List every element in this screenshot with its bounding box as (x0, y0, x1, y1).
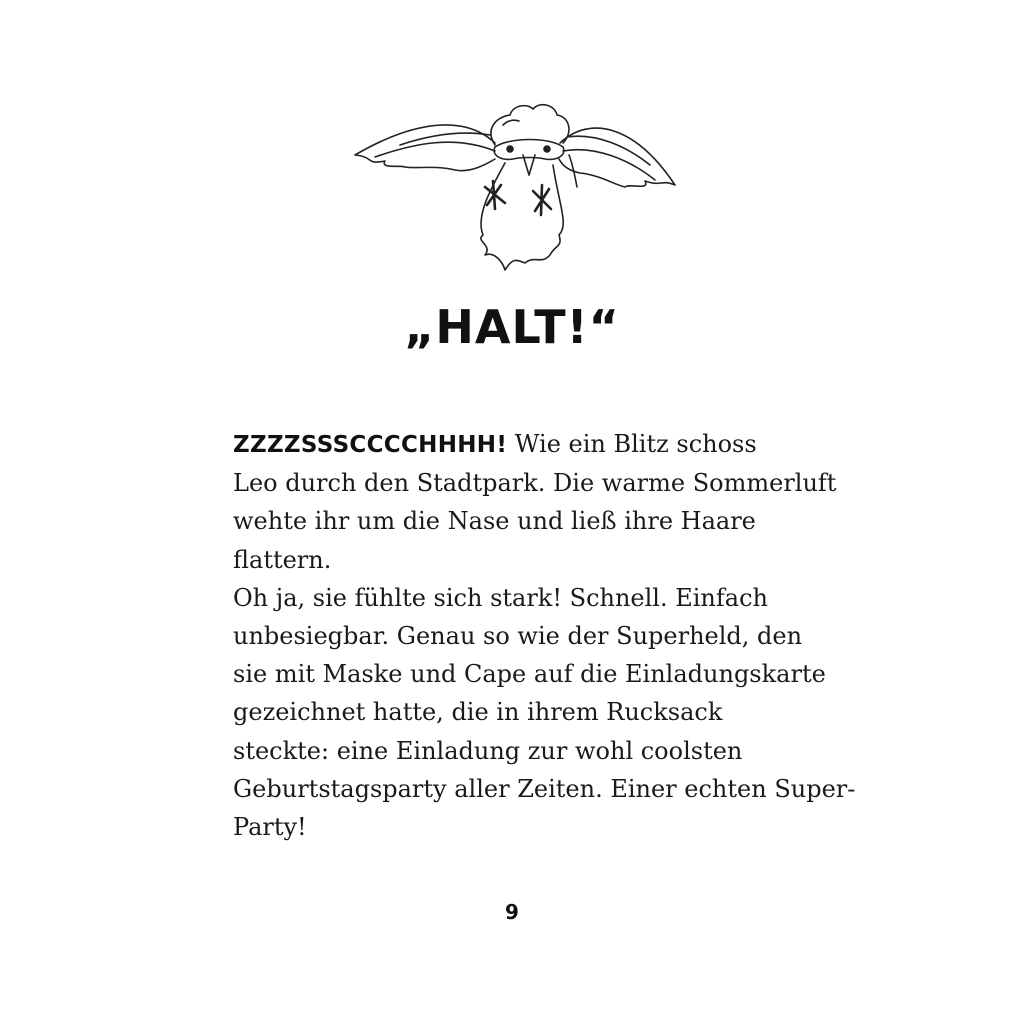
sound-effect: ZZZZSSSCCCCHHHH! (233, 432, 508, 458)
text-line: Leo durch den Stadtpark. Die warme Sommerluft (233, 469, 837, 498)
text-line: Oh ja, sie fühlte sich stark! Schnell. Einfach (233, 583, 768, 612)
text-line: steckte: eine Einladung zur wohl coolsten (233, 736, 743, 765)
text-line: sie mit Maske und Cape auf die Einladungskarte (233, 660, 826, 689)
text-line: Party! (233, 813, 307, 842)
text-line (233, 425, 803, 464)
text-line: flattern. (233, 545, 332, 574)
page-number: 9 (505, 900, 519, 924)
text-line: unbesiegbar. Genau so wie der Superheld, den (233, 622, 803, 651)
text-line: wehte ihr um die Nase und ließ ihre Haare (233, 507, 756, 536)
text-line: gezeichnet hatte, die in ihrem Rucksack (233, 698, 723, 727)
text-line-continuation: Wie ein Blitz schoss (507, 430, 757, 458)
story-text (233, 425, 856, 846)
text-line: Geburtstagsparty aller Zeiten. Einer echten Super- (233, 774, 856, 803)
flying-owl-superhero-icon (345, 95, 685, 275)
chapter-title: „HALT!“ (404, 300, 620, 354)
